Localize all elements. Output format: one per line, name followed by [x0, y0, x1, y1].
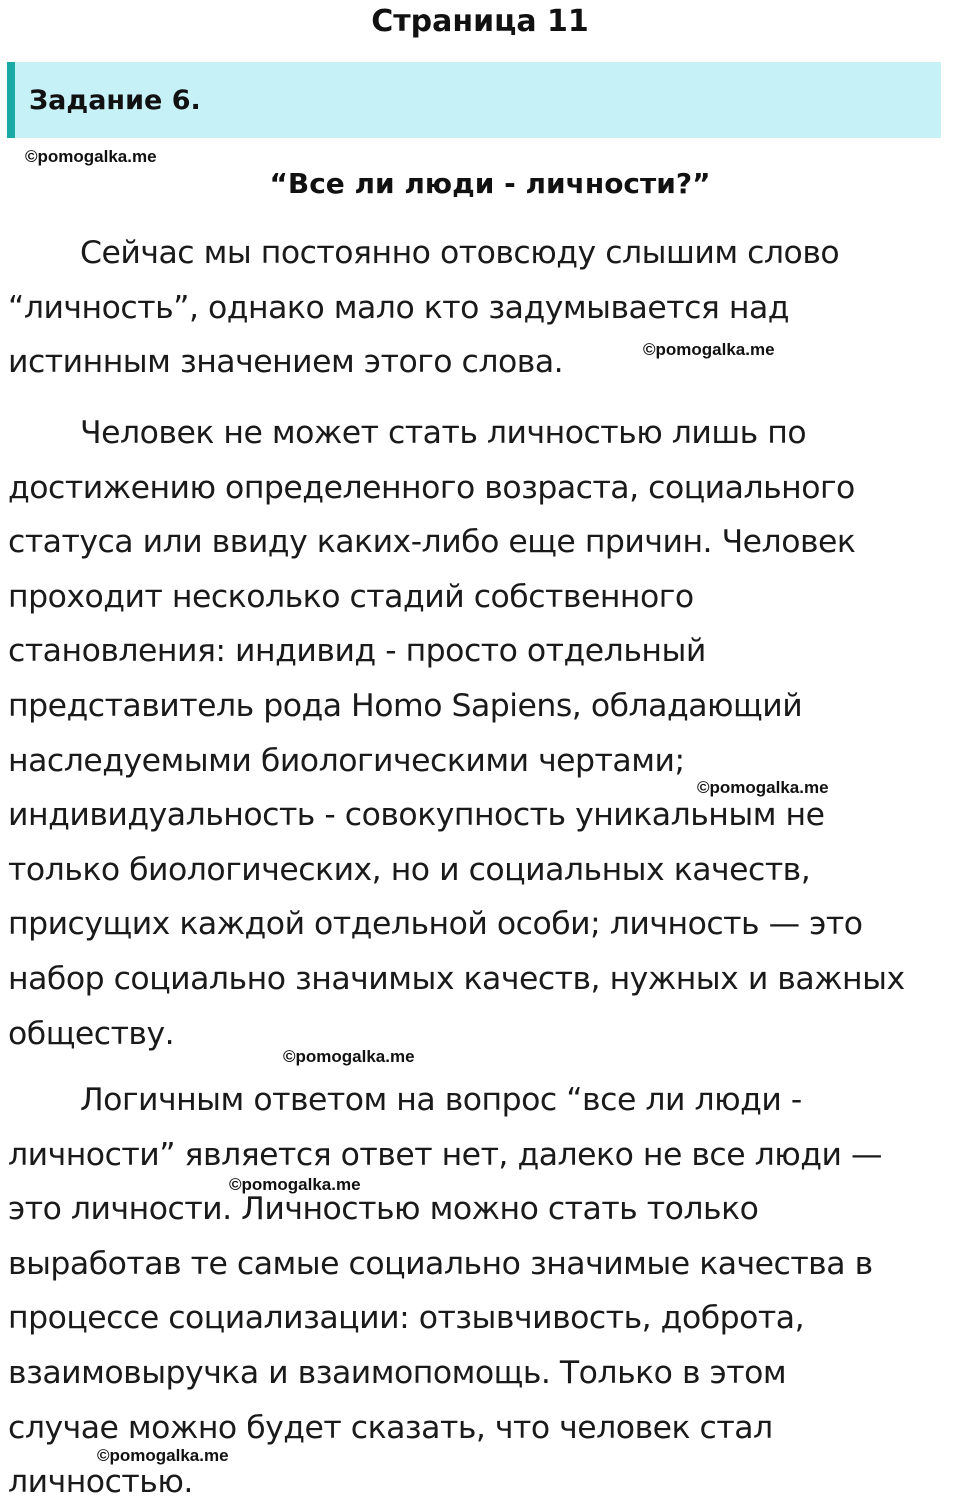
page-title: Страница 11 [371, 4, 589, 39]
watermark: ©pomogalka.me [97, 1446, 229, 1465]
watermark: ©pomogalka.me [643, 340, 775, 359]
task-label: Задание 6. [29, 85, 201, 116]
essay-title: “Все ли люди - личности?” [269, 167, 711, 200]
task-header-bar [7, 62, 941, 138]
watermark: ©pomogalka.me [697, 778, 829, 797]
watermark: ©pomogalka.me [229, 1175, 361, 1194]
watermark: ©pomogalka.me [25, 147, 157, 166]
paragraph-2: Человек не может стать личностью лишь по достижению определенного возраста, социального статуса или ввиду каких-либо еще причин. Человек проходит несколько стадий собственного становления: индивид - просто отдельный представитель рода Homo Sapiens, обладающий наследуемыми биологическими чертами; индивидуальность - совокупность уникальным не только биологических, но и социальных качеств, присущих каждой отдельной особи; личность — это набор социально значимых качеств, нужных и важных обществу. [8, 415, 905, 1052]
paragraph-3: Логичным ответом на вопрос “все ли люди - личности” является ответ нет, далеко не все люди — это личности. Личностью можно стать только выработав те самые социально значимые качества в процессе социализации: отзывчивость, доброта, взаимовыручка и взаимопомощь. Только в этом случае можно будет сказать, что человек стал личностью. [8, 1082, 883, 1501]
watermark: ©pomogalka.me [283, 1047, 415, 1066]
paragraph-1: Сейчас мы постоянно отовсюду слышим слово “личность”, однако мало кто задумывается над истинным значением этого слова. [8, 235, 840, 381]
